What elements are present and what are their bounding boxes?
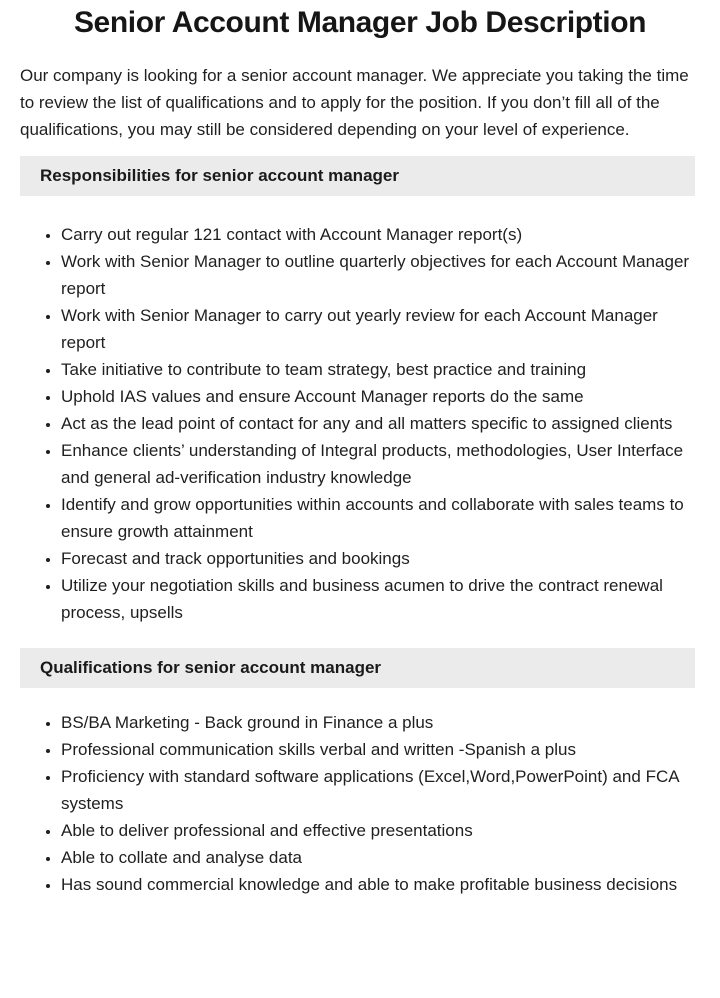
responsibility-item: • Forecast and track opportunities and bookings xyxy=(61,545,692,572)
qualification-item: • Has sound commercial knowledge and able to make profitable business decisions xyxy=(61,871,692,898)
qualification-item: • Able to deliver professional and effective presentations xyxy=(61,817,692,844)
responsibility-item: • Work with Senior Manager to outline quarterly objectives for each Account Manager report xyxy=(61,248,692,302)
responsibilities-section xyxy=(0,156,720,626)
responsibility-item: • Take initiative to contribute to team strategy, best practice and training xyxy=(61,356,692,383)
responsibility-item: • Utilize your negotiation skills and business acumen to drive the contract renewal process, upsells xyxy=(61,572,692,626)
qualification-item: • BS/BA Marketing - Back ground in Finance a plus xyxy=(61,709,692,736)
responsibilities-heading: Responsibilities for senior account manager xyxy=(20,156,695,196)
responsibility-item: • Work with Senior Manager to carry out yearly review for each Account Manager report xyxy=(61,302,692,356)
intro-paragraph: Our company is looking for a senior account manager. We appreciate you taking the time to review the list of qualifications and to apply for the position. If you don’t fill all of the qualifications, you may still be considered depending on your level of experience. xyxy=(20,66,689,139)
qualification-item: • Proficiency with standard software applications (Excel,Word,PowerPoint) and FCA systems xyxy=(61,763,692,817)
qualifications-section xyxy=(0,648,720,898)
page-title: Senior Account Manager Job Description xyxy=(73,6,647,39)
responsibility-item: • Enhance clients’ understanding of Integral products, methodologies, User Interface and general ad-verification industry knowledge xyxy=(61,437,692,491)
responsibility-item: • Identify and grow opportunities within accounts and collaborate with sales teams to ensure growth attainment xyxy=(61,491,692,545)
responsibility-item: • Uphold IAS values and ensure Account Manager reports do the same xyxy=(61,383,692,410)
qualifications-heading: Qualifications for senior account manager xyxy=(20,648,695,688)
responsibility-item: • Act as the lead point of contact for any and all matters specific to assigned clients xyxy=(61,410,692,437)
qualification-item: • Able to collate and analyse data xyxy=(61,844,692,871)
qualifications-list xyxy=(0,709,692,898)
qualification-item: • Professional communication skills verbal and written -Spanish a plus xyxy=(61,736,692,763)
responsibilities-list xyxy=(0,221,692,626)
responsibility-item: • Carry out regular 121 contact with Account Manager report(s) xyxy=(61,221,692,248)
